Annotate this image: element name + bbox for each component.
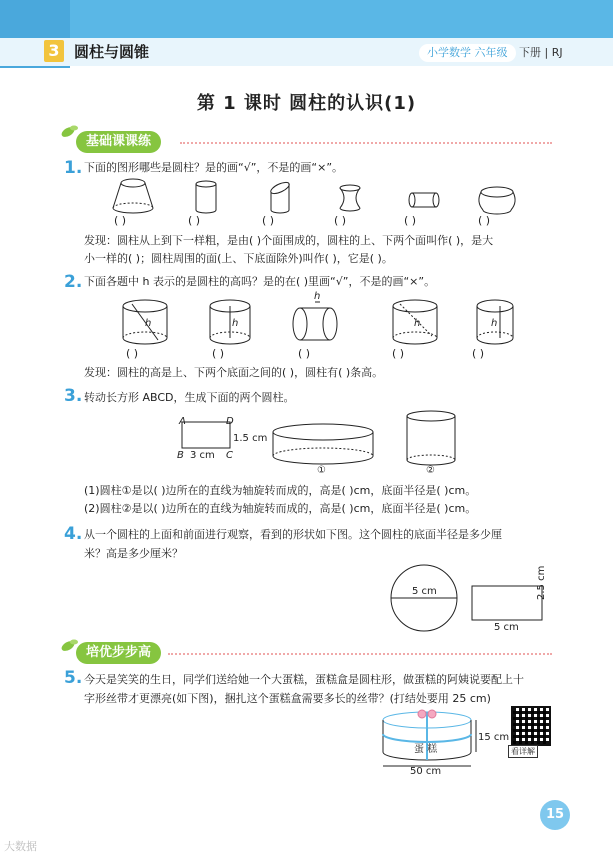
q5-cake-text: 蛋 糕 bbox=[414, 744, 438, 755]
q4-number: 4. bbox=[64, 524, 83, 544]
q1-answer-1[interactable]: ( ) bbox=[114, 214, 127, 227]
q4-text-2: 米？高是多少厘米？ bbox=[84, 547, 183, 560]
lesson-title: 第 1 课时 圆柱的认识(1) bbox=[196, 93, 417, 114]
q2-h-label-4: h bbox=[414, 318, 421, 329]
q5-text-1: 今天是笑笑的生日，同学们送给她一个大蛋糕，蛋糕盒是圆柱形，做蛋糕的阿姨说要配上十 bbox=[84, 673, 524, 686]
q3-label-B: B bbox=[177, 450, 184, 461]
q5-cake-figure bbox=[380, 708, 490, 770]
q1-shapes bbox=[100, 178, 530, 218]
section-basic-title: 基础课课练 bbox=[76, 131, 161, 153]
q2-h-label-2: h bbox=[232, 318, 239, 329]
q1-answer-6[interactable]: ( ) bbox=[478, 214, 491, 227]
section-divider bbox=[180, 142, 552, 144]
q2-text: 下面各题中 h 表示的是圆柱的高吗？是的在( )里画“√”，不是的画“×”。 bbox=[84, 275, 436, 288]
grade-tag: 小学数学 六年级 bbox=[419, 44, 516, 62]
section-advanced-title: 培优步步高 bbox=[76, 642, 161, 664]
q1-finding-line-1: 发现：圆柱从上到下一样粗，是由( )个面围成的，圆柱的上、下两个面叫作( )，是大 bbox=[84, 234, 494, 247]
book-tag: 下册 | RJ bbox=[519, 46, 563, 59]
q2-answer-5[interactable]: ( ) bbox=[472, 347, 485, 360]
q3-bc-length: 3 cm bbox=[190, 450, 215, 461]
q1-answer-3[interactable]: ( ) bbox=[262, 214, 275, 227]
q5-diameter-label: 50 cm bbox=[410, 766, 442, 777]
q5-text-2: 字形丝带才更漂亮(如下图)，捆扎这个蛋糕盒需要多长的丝带？(打结处要用 25 cm) bbox=[84, 692, 491, 705]
q1-text: 下面的图形哪些是圆柱？是的画“√”，不是的画“×”。 bbox=[84, 161, 344, 174]
q3-label-C: C bbox=[226, 450, 233, 461]
q2-h-label-1: h bbox=[145, 318, 152, 329]
q3-line-1: (1)圆柱①是以( )边所在的直线为轴旋转而成的，高是( )cm，底面半径是( )cm。 bbox=[84, 484, 477, 497]
q3-line-2: (2)圆柱②是以( )边所在的直线为轴旋转而成的，高是( )cm，底面半径是( )cm。 bbox=[84, 502, 477, 515]
q2-answer-1[interactable]: ( ) bbox=[126, 347, 139, 360]
q3-number: 3. bbox=[64, 386, 83, 406]
q1-answer-2[interactable]: ( ) bbox=[188, 214, 201, 227]
page-number: 15 bbox=[540, 800, 570, 830]
q5-number: 5. bbox=[64, 668, 83, 688]
q2-h-label-3: h bbox=[314, 291, 321, 302]
q2-number: 2. bbox=[64, 272, 83, 292]
q4-diameter-label: 5 cm bbox=[412, 586, 437, 597]
chapter-title: 圆柱与圆锥 bbox=[74, 43, 150, 61]
qr-label[interactable]: 看详解 bbox=[508, 745, 538, 758]
q2-answer-4[interactable]: ( ) bbox=[392, 347, 405, 360]
q4-width-label: 5 cm bbox=[494, 622, 519, 633]
q4-text-1: 从一个圆柱的上面和前面进行观察，看到的形状如下图。这个圆柱的底面半径是多少厘 bbox=[84, 528, 502, 541]
q3-label-D: D bbox=[226, 416, 234, 427]
q2-answer-3[interactable]: ( ) bbox=[298, 347, 311, 360]
q3-cylinder-1-label: ① bbox=[317, 465, 326, 476]
q2-h-label-5: h bbox=[491, 318, 498, 329]
q4-height-label: 2.5 cm bbox=[536, 565, 547, 600]
section-divider bbox=[168, 653, 552, 655]
watermark: 大数据 bbox=[4, 840, 37, 853]
q1-finding-line-2: 小一样的( )；圆柱周围的面(上、下底面除外)叫作( )，它是( )。 bbox=[84, 252, 393, 265]
q3-text: 转动长方形 ABCD，生成下面的两个圆柱。 bbox=[84, 391, 295, 404]
q5-height-label: 15 cm bbox=[478, 732, 510, 743]
q3-height-label: 1.5 cm bbox=[233, 433, 268, 444]
q1-answer-5[interactable]: ( ) bbox=[404, 214, 417, 227]
q2-finding: 发现：圆柱的高是上、下两个底面之间的( )，圆柱有( )条高。 bbox=[84, 366, 384, 379]
q3-cylinder-2-label: ② bbox=[426, 465, 435, 476]
q3-label-A: A bbox=[179, 416, 186, 427]
qr-code[interactable] bbox=[511, 706, 551, 746]
top-band bbox=[0, 0, 613, 38]
q1-answer-4[interactable]: ( ) bbox=[334, 214, 347, 227]
chapter-number: 3 bbox=[44, 40, 64, 62]
q2-answer-2[interactable]: ( ) bbox=[212, 347, 225, 360]
q4-figures bbox=[388, 564, 558, 636]
q1-number: 1. bbox=[64, 158, 83, 178]
